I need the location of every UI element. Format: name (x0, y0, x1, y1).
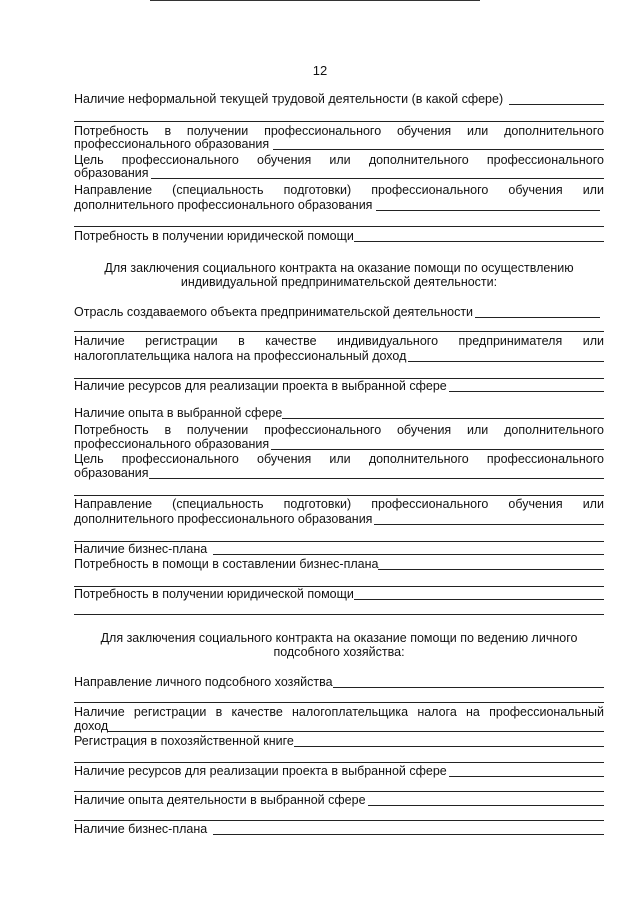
goal-line1 (74, 154, 604, 167)
label-word: дополнительного (368, 153, 469, 167)
label-word: Направление (74, 183, 153, 197)
label-word: или (582, 497, 604, 511)
answer-line[interactable] (74, 820, 604, 821)
label-word: Наличие (74, 705, 125, 719)
label-word: Направление (74, 497, 153, 511)
heading-line: индивидуальной предпринимательской деятельности: (180, 275, 498, 289)
direction-line1 (74, 184, 604, 197)
label-word: Потребность (74, 423, 149, 437)
answer-line[interactable] (74, 762, 604, 763)
farm-direction-label: Направление личного подсобного хозяйства (74, 675, 333, 689)
answer-line[interactable] (74, 791, 604, 792)
label-word: или (467, 423, 489, 437)
heading-line: Для заключения социального контракта на оказание помощи по осуществлению (104, 261, 574, 275)
experience-field[interactable] (74, 794, 604, 807)
experience-field[interactable] (74, 407, 604, 420)
label-word: дополнительного (504, 423, 604, 437)
label-word: налога (417, 705, 457, 719)
experience-label: Наличие опыта в выбранной сфере (74, 406, 283, 420)
label-word: в (164, 423, 172, 437)
direction-line1 (74, 498, 604, 511)
label-word: Цель (74, 153, 104, 167)
label-word: Потребность (74, 124, 149, 138)
label-word: или (329, 452, 351, 466)
goal-field[interactable] (74, 167, 604, 180)
label-word: профессионального (486, 452, 604, 466)
label-word: в (164, 124, 172, 138)
experience-label: Наличие опыта деятельности в выбранной сфере (74, 793, 366, 807)
resources-label: Наличие ресурсов для реализации проекта в выбранной сфере (74, 764, 447, 778)
page-number: 12 (312, 63, 328, 78)
label-word: или (329, 153, 351, 167)
registration-label: доход (74, 719, 109, 733)
legal-help-label: Потребность в получении юридической помощи (74, 229, 354, 243)
label-word: или (582, 334, 604, 348)
label-word: профессионального (121, 153, 239, 167)
goal-label: образования (74, 466, 149, 480)
label-word: получении (186, 124, 249, 138)
informal-work-field[interactable] (74, 93, 604, 106)
heading-line: Для заключения социального контракта на оказание помощи по ведению личного (100, 631, 578, 645)
resources-field[interactable] (74, 765, 604, 778)
label-word: качестве (231, 705, 283, 719)
business-plan-field[interactable] (74, 543, 604, 556)
label-word: или (582, 183, 604, 197)
resources-label: Наличие ресурсов для реализации проекта в выбранной сфере (74, 379, 447, 393)
goal-field[interactable] (74, 467, 604, 480)
registration-field[interactable] (74, 350, 604, 363)
registration-label: налогоплательщика налога на профессиональный доход (74, 349, 407, 363)
business-plan-label: Наличие бизнес-плана (74, 542, 208, 556)
legal-help-field[interactable] (74, 588, 604, 601)
label-word: (специальность (172, 183, 264, 197)
household-book-label: Регистрация в похозяйственной книге (74, 734, 294, 748)
label-word: в (215, 705, 223, 719)
label-word: обучения (396, 423, 452, 437)
label-word: подготовки) (283, 183, 352, 197)
label-word: или (467, 124, 489, 138)
industry-field[interactable] (74, 306, 604, 319)
label-word: предпринимателя (458, 334, 563, 348)
label-word: профессионального (264, 423, 382, 437)
registration-line1 (74, 335, 604, 348)
label-word: регистрации (145, 334, 218, 348)
label-word: дополнительного (368, 452, 469, 466)
label-word: профессионального (371, 497, 489, 511)
label-word: Цель (74, 452, 104, 466)
business-plan-label: Наличие бизнес-плана (74, 822, 208, 836)
label-word: обучения (257, 452, 312, 466)
goal-line1 (74, 453, 604, 466)
answer-line[interactable] (74, 331, 604, 332)
label-word: Наличие (74, 334, 125, 348)
direction-field[interactable] (74, 199, 604, 212)
industry-label: Отрасль создаваемого объекта предпринимательской деятельности (74, 305, 474, 319)
label-word: обучения (257, 153, 312, 167)
household-book-field[interactable] (74, 735, 604, 748)
label-word: профессиональный (489, 705, 604, 719)
section-heading-business (74, 261, 604, 289)
goal-label: образования (74, 166, 149, 180)
business-plan-field[interactable] (74, 823, 604, 836)
label-word: обучения (396, 124, 452, 138)
training-need-label: профессионального образования (74, 437, 270, 451)
answer-line[interactable] (74, 614, 604, 615)
top-rule (150, 0, 480, 1)
label-word: (специальность (172, 497, 264, 511)
label-word: получении (186, 423, 249, 437)
training-need-field[interactable] (74, 438, 604, 451)
label-word: обучения (508, 497, 563, 511)
label-word: профессионального (371, 183, 489, 197)
answer-line[interactable] (74, 702, 604, 703)
registration-field[interactable] (74, 720, 604, 733)
registration-line1 (74, 706, 604, 719)
direction-label: дополнительного профессионального образования (74, 198, 373, 212)
heading-line: подсобного хозяйства: (273, 645, 405, 659)
label-word: дополнительного (504, 124, 604, 138)
label-word: качестве (265, 334, 317, 348)
label-word: подготовки) (283, 497, 352, 511)
training-need-field[interactable] (74, 138, 604, 151)
answer-line[interactable] (74, 121, 604, 122)
plan-help-field[interactable] (74, 558, 604, 571)
farm-direction-field[interactable] (74, 676, 604, 689)
label-word: налогоплательщика (291, 705, 409, 719)
label-word: в (238, 334, 245, 348)
resources-field[interactable] (74, 380, 604, 393)
plan-help-label: Потребность в помощи в составлении бизнес-плана (74, 557, 379, 571)
section-heading-farm (74, 631, 604, 659)
direction-field[interactable] (74, 513, 604, 526)
label-word: профессионального (264, 124, 382, 138)
direction-label: дополнительного профессионального образования (74, 512, 373, 526)
training-need-label: профессионального образования (74, 137, 270, 151)
training-need-line1 (74, 424, 604, 437)
label-word: обучения (508, 183, 563, 197)
label-word: регистрации (133, 705, 207, 719)
label-word: профессионального (121, 452, 239, 466)
label-word: на (466, 705, 480, 719)
legal-help-label: Потребность в получении юридической помощи (74, 587, 354, 601)
legal-help-field[interactable] (74, 230, 604, 243)
label-word: профессионального (486, 153, 604, 167)
answer-line[interactable] (74, 226, 604, 227)
answer-line[interactable] (74, 495, 604, 496)
label-word: индивидуального (336, 334, 439, 348)
informal-work-label: Наличие неформальной текущей трудовой деятельности (в какой сфере) (74, 92, 504, 106)
